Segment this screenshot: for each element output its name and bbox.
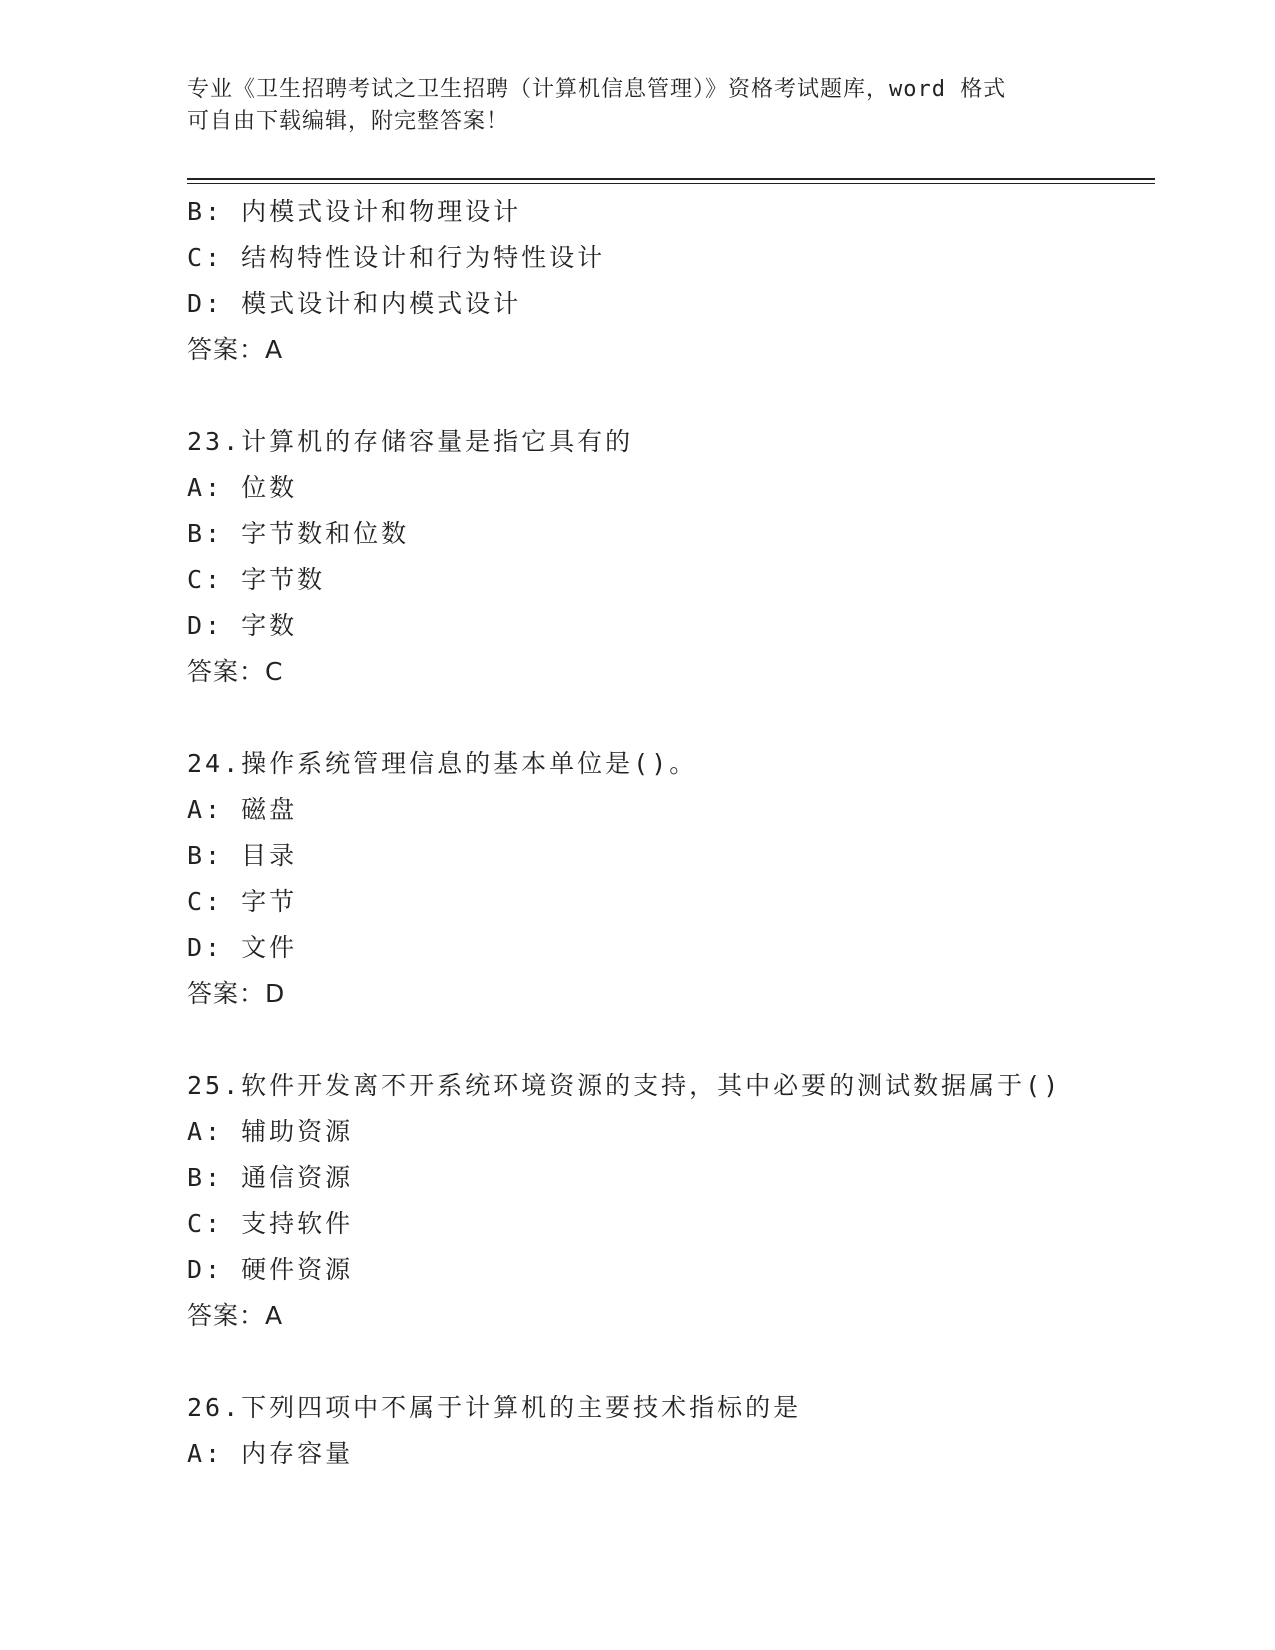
spacer bbox=[187, 695, 1155, 741]
option-d: D: 文件 bbox=[187, 933, 298, 962]
answer-line: 答案：A bbox=[187, 1301, 284, 1330]
header-title-line-1: 专业《卫生招聘考试之卫生招聘（计算机信息管理）》资格考试题库，word 格式 bbox=[187, 77, 1007, 102]
question-text: 23.计算机的存储容量是指它具有的 bbox=[187, 427, 634, 456]
spacer bbox=[187, 373, 1155, 419]
question-25 bbox=[187, 1063, 1155, 1339]
answer-line: 答案：A bbox=[187, 335, 284, 364]
answer-line: 答案：C bbox=[187, 657, 284, 686]
header-divider-thin bbox=[187, 183, 1155, 184]
answer-line: 答案：D bbox=[187, 979, 286, 1008]
question-text: 25.软件开发离不开系统环境资源的支持，其中必要的测试数据属于() bbox=[187, 1071, 1062, 1100]
question-text: 24.操作系统管理信息的基本单位是()。 bbox=[187, 749, 698, 778]
option-c: C: 字节数 bbox=[187, 565, 326, 594]
option-d: D: 模式设计和内模式设计 bbox=[187, 289, 522, 318]
option-a: A: 内存容量 bbox=[187, 1439, 354, 1468]
spacer bbox=[187, 1017, 1155, 1063]
question-26 bbox=[187, 1385, 1155, 1477]
option-c: C: 支持软件 bbox=[187, 1209, 354, 1238]
header-divider-thick bbox=[187, 178, 1155, 180]
question-22-continued bbox=[187, 189, 1155, 373]
option-b: B: 通信资源 bbox=[187, 1163, 354, 1192]
option-a: A: 磁盘 bbox=[187, 795, 298, 824]
question-list bbox=[187, 189, 1155, 1477]
option-b: B: 字节数和位数 bbox=[187, 519, 410, 548]
question-23 bbox=[187, 419, 1155, 695]
option-c: C: 结构特性设计和行为特性设计 bbox=[187, 243, 606, 272]
spacer bbox=[187, 1339, 1155, 1385]
option-b: B: 目录 bbox=[187, 841, 298, 870]
option-d: D: 字数 bbox=[187, 611, 298, 640]
header-title-line-2: 可自由下载编辑，附完整答案！ bbox=[187, 109, 510, 134]
option-a: A: 位数 bbox=[187, 473, 298, 502]
option-b: B: 内模式设计和物理设计 bbox=[187, 197, 522, 226]
option-c: C: 字节 bbox=[187, 887, 298, 916]
option-d: D: 硬件资源 bbox=[187, 1255, 354, 1284]
option-a: A: 辅助资源 bbox=[187, 1117, 354, 1146]
question-24 bbox=[187, 741, 1155, 1017]
page-header bbox=[187, 74, 1087, 138]
question-text: 26.下列四项中不属于计算机的主要技术指标的是 bbox=[187, 1393, 802, 1422]
